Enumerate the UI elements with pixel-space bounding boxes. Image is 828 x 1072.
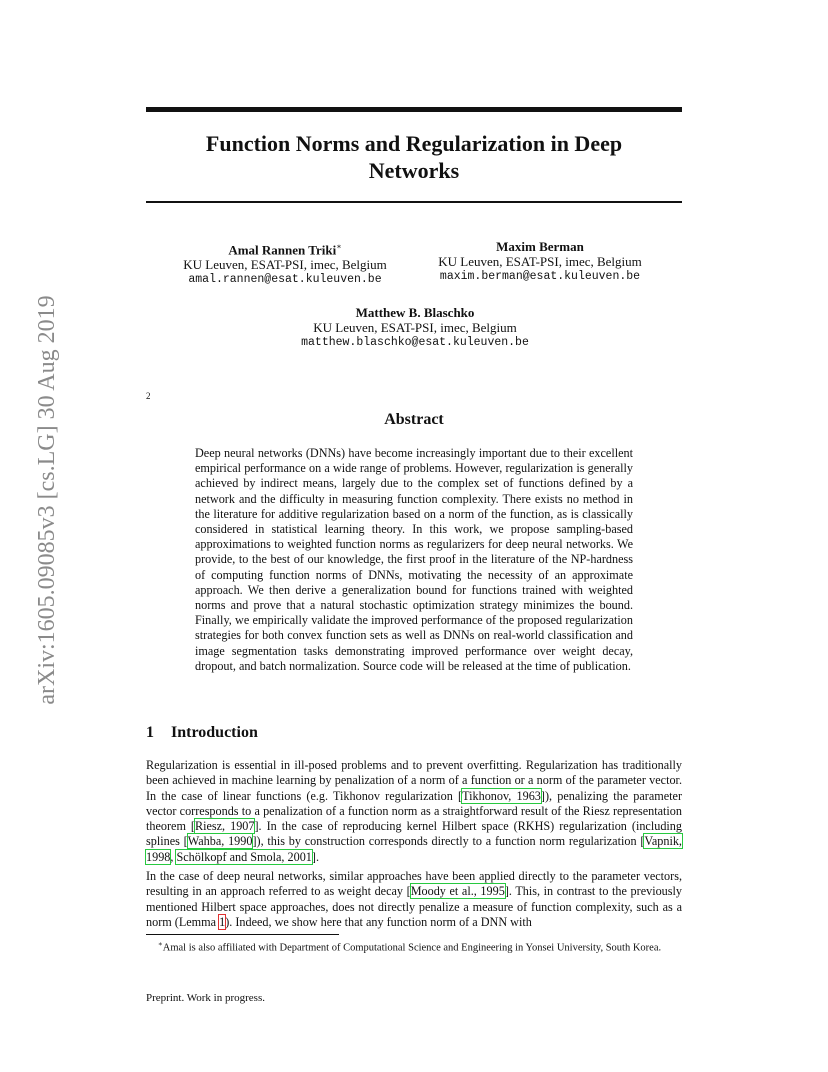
- citation-link[interactable]: Schölkopf and Smola, 2001: [176, 849, 312, 864]
- citation-link[interactable]: Riesz, 1907: [194, 819, 255, 834]
- author-email[interactable]: maxim.berman@esat.kuleuven.be: [439, 270, 641, 283]
- footnote-marker: ∗: [158, 940, 163, 948]
- title-line-1: Function Norms and Regularization in Deep: [205, 131, 623, 156]
- footnote: [146, 938, 682, 955]
- citation-link[interactable]: Vapnik, 1998: [146, 834, 682, 864]
- author-name: Matthew B. Blaschko: [355, 305, 475, 320]
- page-mark: 2: [146, 391, 151, 401]
- title-top-rule: [146, 107, 682, 112]
- author-affiliation: KU Leuven, ESAT-PSI, imec, Belgium: [313, 320, 517, 335]
- section-number: 1: [146, 724, 154, 741]
- abstract-heading: Abstract: [384, 411, 444, 428]
- citation-link[interactable]: Tikhonov, 1963: [462, 788, 541, 803]
- author-block-1: [170, 239, 400, 287]
- section-heading-introduction: [146, 724, 258, 742]
- citation-link[interactable]: Moody et al., 1995: [410, 884, 505, 899]
- paper-title: [146, 130, 682, 184]
- author-name: Amal Rannen Triki∗: [228, 242, 342, 258]
- author-name: Maxim Berman: [496, 239, 584, 254]
- author-affiliation: KU Leuven, ESAT-PSI, imec, Belgium: [183, 257, 387, 273]
- footnote-rule: [146, 934, 339, 935]
- title-line-2: Networks: [368, 158, 460, 183]
- preprint-note: Preprint. Work in progress.: [146, 992, 265, 1004]
- citation-link[interactable]: Wahba, 1990: [187, 834, 253, 849]
- abstract-text: Deep neural networks (DNNs) have become increasingly important due to their excellent empirical performance on a wide range of problems. However, regularization is generally achieved by indirect means, largely due to the complex set of functions defined by a network and the difficulty in measuring function complexity. There exists no method in the literature for additive regularization based on a norm of the function, as is classically considered in statistical learning theory. In this work, we propose sampling-based approximations to weighted function norms as regularizers for deep neural networks. We provide, to the best of our knowledge, the first proof in the literature of the NP-hardness of computing function norms of DNNs, motivating the necessity of an approximate approach. We then derive a generalization bound for functions trained with weighted norms and prove that a natural stochastic optimization strategy minimizes the bound. Finally, we empirically validate the improved performance of the proposed regularization strategies for both convex function sets as well as DNNs on real-world classification and image segmentation tasks demonstrating improved performance over weight decay, dropout, and batch normalization. Source code will be released at the time of publication.: [195, 446, 633, 673]
- footnote-marker[interactable]: ∗: [336, 242, 342, 251]
- title-bottom-rule: [146, 201, 682, 203]
- intro-paragraph-2: In the case of deep neural networks, similar approaches have been applied directly to the parameter vectors, resulting in an approach referred to as weight decay [Moody et al., 1995]. This, in contrast to the previously mentioned Hilbert space approaches, does not directly penalize a measure of function complexity, such as a norm (Lemma 1). Indeed, we show here that any function norm of a DNN with: [146, 869, 682, 929]
- lemma-reference-link[interactable]: 1: [219, 914, 226, 929]
- intro-paragraph-1: Regularization is essential in ill-posed problems and to prevent overfitting. Regularization has traditionally been achieved in machine learning by penalization of a norm of a function or a norm of the parameter vector. In the case of linear functions (e.g. Tikhonov regularization [Tikhonov, 1963]), penalizing the parameter vector corresponds to a penalization of a function norm as a straightforward result of the Riesz representation theorem [Riesz, 1907]. In the case of reproducing kernel Hilbert space (RKHS) regularization (including splines [Wahba, 1990]), this by construction corresponds directly to a function norm regularization [Vapnik, 1998, Schölkopf and Smola, 2001].: [146, 758, 683, 864]
- author-block-3: [280, 305, 550, 350]
- author-affiliation: KU Leuven, ESAT-PSI, imec, Belgium: [438, 254, 642, 269]
- section-title: Introduction: [171, 724, 258, 741]
- author-email[interactable]: amal.rannen@esat.kuleuven.be: [188, 273, 382, 287]
- author-block-2: [425, 239, 655, 284]
- author-email[interactable]: matthew.blaschko@esat.kuleuven.be: [301, 336, 529, 349]
- arxiv-identifier-stamp: arXiv:1605.09085v3 [cs.LG] 30 Aug 2019: [34, 295, 60, 705]
- footnote-text: Amal is also affiliated with Department of Computational Science and Engineering in Yonsei University, South Korea.: [162, 942, 662, 954]
